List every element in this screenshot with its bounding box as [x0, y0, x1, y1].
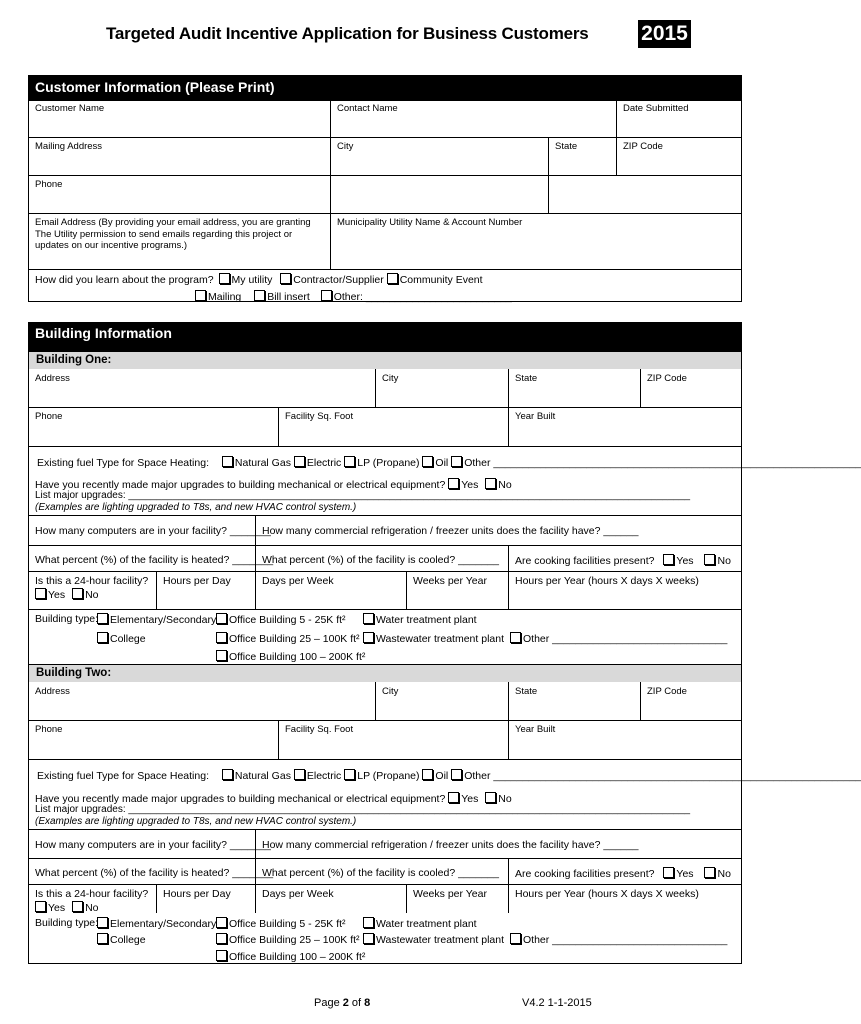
learn-question: How did you learn about the program? [35, 274, 214, 286]
b2-address-field[interactable]: Address [35, 686, 70, 697]
state-field[interactable]: State [555, 141, 578, 152]
label-fuel-other: Other _______________________________________________________________ [464, 770, 861, 782]
label-office-25-100: Office Building 25 – 100K ft² [229, 633, 360, 645]
label-no: No [85, 589, 99, 601]
label-office-100-200: Office Building 100 – 200K ft² [229, 951, 366, 963]
zip-field[interactable]: ZIP Code [623, 141, 663, 152]
b2-sqft-field[interactable]: Facility Sq. Foot [285, 724, 354, 735]
label-office-100-200: Office Building 100 – 200K ft² [229, 651, 366, 663]
b1-checkbox-oil[interactable] [422, 456, 433, 467]
b1-checkbox-office-5-25[interactable] [216, 613, 227, 624]
label-yes: Yes [461, 793, 479, 805]
b2-weeks-per-year[interactable]: Weeks per Year [413, 888, 487, 900]
label-yes: Yes [461, 479, 479, 491]
b1-hours-per-day[interactable]: Hours per Day [163, 575, 231, 587]
b1-checkbox-24h-yes[interactable] [35, 588, 46, 599]
b1-checkbox-natural-gas[interactable] [222, 456, 233, 467]
b2-checkbox-natural-gas[interactable] [222, 769, 233, 780]
label-lp: LP (Propane) [357, 770, 420, 782]
b1-checkbox-elementary[interactable] [97, 613, 108, 624]
b1-phone-field[interactable]: Phone [35, 411, 63, 422]
checkbox-bill-insert[interactable] [254, 290, 265, 301]
label-type-other: Other ______________________________ [523, 633, 728, 645]
city-field[interactable]: City [337, 141, 354, 152]
checkbox-community-event[interactable] [387, 273, 398, 284]
b1-checkbox-upgrades-no[interactable] [485, 478, 496, 489]
b2-computers-field[interactable]: How many computers are in your facility? _______ [35, 839, 271, 851]
b2-refrigeration-field[interactable]: How many commercial refrigeration / freezer units does the facility have? ______ [262, 839, 639, 851]
b2-heated-field[interactable]: What percent (%) of the facility is heated? _______ [35, 867, 274, 879]
b1-checkbox-wastewater-plant[interactable] [363, 632, 374, 643]
mailing-address-field[interactable]: Mailing Address [35, 141, 103, 152]
label-community-event: Community Event [399, 274, 483, 286]
label-college: College [110, 633, 146, 645]
b2-hours-per-day[interactable]: Hours per Day [163, 888, 231, 900]
b1-computers-field[interactable]: How many computers are in your facility? _______ [35, 525, 271, 537]
b2-examples-note: (Examples are lighting upgraded to T8s, and new HVAC control system.) [35, 816, 357, 827]
b1-city-field[interactable]: City [382, 373, 399, 384]
b1-checkbox-type-other[interactable] [510, 632, 521, 643]
b1-checkbox-college[interactable] [97, 632, 108, 643]
b2-checkbox-type-other[interactable] [510, 933, 521, 944]
phone-field[interactable]: Phone [35, 179, 63, 190]
label-no: No [717, 868, 731, 880]
customer-section-header: Customer Information (Please Print) [28, 75, 742, 101]
customer-name-field[interactable]: Customer Name [35, 103, 105, 114]
b1-refrigeration-field[interactable]: How many commercial refrigeration / freezer units does the facility have? ______ [262, 525, 639, 537]
label-mailing: Mailing [208, 291, 242, 303]
b1-heated-field[interactable]: What percent (%) of the facility is heated? _______ [35, 554, 274, 566]
version-label: V4.2 1-1-2015 [522, 997, 592, 1009]
b2-checkbox-upgrades-yes[interactable] [448, 792, 459, 803]
b2-fuel-question: Existing fuel Type for Space Heating: [37, 770, 209, 782]
b1-cooking-question: Are cooking facilities present? [515, 555, 655, 567]
b2-cooking-question: Are cooking facilities present? [515, 868, 655, 880]
b2-checkbox-wastewater-plant[interactable] [363, 933, 374, 944]
page-number: Page 2 of 8 [314, 997, 371, 1009]
checkbox-other-source[interactable] [321, 290, 332, 301]
b2-checkbox-24h-no[interactable] [72, 901, 83, 912]
label-natural-gas: Natural Gas [234, 770, 291, 782]
label-office-5-25: Office Building 5 - 25K ft² [229, 614, 346, 626]
b2-checkbox-office-25-100[interactable] [216, 933, 227, 944]
building-two-header: Building Two: [28, 665, 742, 682]
b1-hours-per-year[interactable]: Hours per Year (hours X days X weeks) [515, 575, 699, 587]
b2-checkbox-lp[interactable] [344, 769, 355, 780]
b1-checkbox-lp[interactable] [344, 456, 355, 467]
b2-city-field[interactable]: City [382, 686, 399, 697]
b2-checkbox-water-plant[interactable] [363, 917, 374, 928]
label-yes: Yes [676, 868, 694, 880]
b2-list-upgrades[interactable]: List major upgrades: _____________________________________________________________________________________________________ [35, 804, 691, 815]
building-one-header: Building One: [28, 352, 742, 369]
customer-info-table [28, 100, 742, 302]
b2-checkbox-office-5-25[interactable] [216, 917, 227, 928]
b1-zip-field[interactable]: ZIP Code [647, 373, 687, 384]
b2-zip-field[interactable]: ZIP Code [647, 686, 687, 697]
b1-24hour-question: Is this a 24-hour facility? [35, 575, 149, 587]
b1-year-built-field[interactable]: Year Built [515, 411, 556, 422]
label-wastewater-plant: Wastewater treatment plant [376, 934, 504, 946]
b2-phone-field[interactable]: Phone [35, 724, 63, 735]
label-yes: Yes [48, 589, 66, 601]
label-office-25-100: Office Building 25 – 100K ft² [229, 934, 360, 946]
b2-state-field[interactable]: State [515, 686, 538, 697]
checkbox-contractor[interactable] [280, 273, 291, 284]
label-elementary: Elementary/Secondary [110, 614, 217, 626]
b1-checkbox-office-25-100[interactable] [216, 632, 227, 643]
label-yes: Yes [48, 902, 66, 914]
b2-checkbox-cooking-yes[interactable] [663, 867, 674, 878]
b2-cooled-field[interactable]: What percent (%) of the facility is cooled? _______ [262, 867, 499, 879]
label-no: No [85, 902, 99, 914]
checkbox-my-utility[interactable] [219, 273, 230, 284]
b2-checkbox-elementary[interactable] [97, 917, 108, 928]
label-no: No [498, 793, 512, 805]
label-fuel-other: Other _______________________________________________________________ [464, 457, 861, 469]
label-my-utility: My utility [231, 274, 273, 286]
label-lp: LP (Propane) [357, 457, 420, 469]
label-water-plant: Water treatment plant [376, 918, 477, 930]
b1-checkbox-upgrades-yes[interactable] [448, 478, 459, 489]
label-electric: Electric [306, 770, 342, 782]
b1-checkbox-cooking-no[interactable] [704, 554, 715, 565]
b2-checkbox-electric[interactable] [294, 769, 305, 780]
b2-checkbox-24h-yes[interactable] [35, 901, 46, 912]
label-contractor: Contractor/Supplier [293, 274, 384, 286]
b2-hours-per-year[interactable]: Hours per Year (hours X days X weeks) [515, 888, 699, 900]
b1-weeks-per-year[interactable]: Weeks per Year [413, 575, 487, 587]
b2-building-type-label: Building type: [35, 917, 99, 929]
b1-checkbox-fuel-other[interactable] [451, 456, 462, 467]
b2-upgrades-question: Have you recently made major upgrades to building mechanical or electrical equipment? [35, 793, 446, 805]
label-water-plant: Water treatment plant [376, 614, 477, 626]
label-college: College [110, 934, 146, 946]
b1-cooled-field[interactable]: What percent (%) of the facility is cooled? _______ [262, 554, 499, 566]
b2-checkbox-upgrades-no[interactable] [485, 792, 496, 803]
b2-24hour-question: Is this a 24-hour facility? [35, 888, 149, 900]
label-no: No [498, 479, 512, 491]
label-office-5-25: Office Building 5 - 25K ft² [229, 918, 346, 930]
b1-upgrades-question: Have you recently made major upgrades to building mechanical or electrical equipment? [35, 479, 446, 491]
email-field[interactable]: Email Address (By providing your email address, you are granting The Utility permission to send emails regarding this project or updates on our incentive programs.) [35, 217, 311, 251]
label-electric: Electric [306, 457, 342, 469]
label-type-other: Other ______________________________ [523, 934, 728, 946]
b1-checkbox-office-100-200[interactable] [216, 650, 227, 661]
label-yes: Yes [676, 555, 694, 567]
label-no: No [717, 555, 731, 567]
b1-address-field[interactable]: Address [35, 373, 70, 384]
b1-sqft-field[interactable]: Facility Sq. Foot [285, 411, 354, 422]
b1-list-upgrades[interactable]: List major upgrades: _____________________________________________________________________________________________________ [35, 490, 691, 501]
label-natural-gas: Natural Gas [234, 457, 291, 469]
b2-checkbox-office-100-200[interactable] [216, 950, 227, 961]
b1-checkbox-24h-no[interactable] [72, 588, 83, 599]
label-oil: Oil [435, 770, 449, 782]
b2-checkbox-cooking-no[interactable] [704, 867, 715, 878]
label-oil: Oil [435, 457, 449, 469]
date-submitted-field[interactable]: Date Submitted [623, 103, 689, 114]
b1-checkbox-cooking-yes[interactable] [663, 554, 674, 565]
page-title: Targeted Audit Incentive Application for Business Customers [106, 24, 589, 43]
b2-checkbox-oil[interactable] [422, 769, 433, 780]
b1-building-type-label: Building type: [35, 613, 99, 625]
building-section-header: Building Information [28, 322, 742, 352]
b2-year-built-field[interactable]: Year Built [515, 724, 556, 735]
b2-checkbox-fuel-other[interactable] [451, 769, 462, 780]
b2-days-per-week[interactable]: Days per Week [262, 888, 334, 900]
b1-checkbox-water-plant[interactable] [363, 613, 374, 624]
municipality-field[interactable]: Municipality Utility Name & Account Number [337, 217, 523, 228]
b1-fuel-question: Existing fuel Type for Space Heating: [37, 457, 209, 469]
b2-checkbox-college[interactable] [97, 933, 108, 944]
b1-examples-note: (Examples are lighting upgraded to T8s, and new HVAC control system.) [35, 502, 357, 513]
year-badge: 2015 [638, 20, 691, 48]
label-other-source: Other: _________________________ [333, 291, 512, 303]
label-wastewater-plant: Wastewater treatment plant [376, 633, 504, 645]
b1-checkbox-electric[interactable] [294, 456, 305, 467]
label-bill-insert: Bill insert [267, 291, 310, 303]
b1-days-per-week[interactable]: Days per Week [262, 575, 334, 587]
b1-state-field[interactable]: State [515, 373, 538, 384]
label-elementary: Elementary/Secondary [110, 918, 217, 930]
contact-name-field[interactable]: Contact Name [337, 103, 398, 114]
checkbox-mailing[interactable] [195, 290, 206, 301]
